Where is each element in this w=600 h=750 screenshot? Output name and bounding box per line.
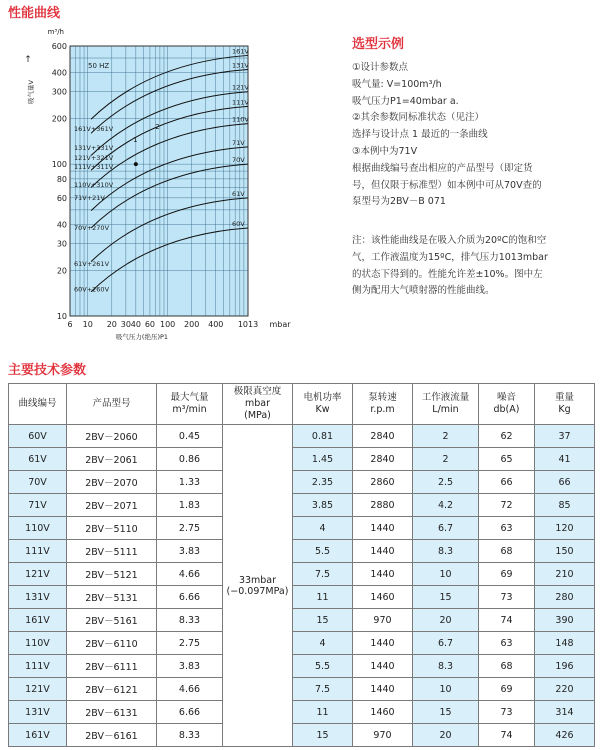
table-header-cell: 产品型号 — [67, 384, 157, 425]
table-cell: 11 — [293, 586, 353, 609]
y-tick-label: 200 — [51, 114, 67, 124]
x-tick-label: 400 — [208, 320, 224, 329]
table-cell: 3.85 — [293, 494, 353, 517]
table-cell: 2840 — [353, 425, 413, 448]
table-cell: 10 — [413, 563, 479, 586]
table-cell: 1440 — [353, 540, 413, 563]
table-row — [9, 540, 595, 563]
table-row — [9, 517, 595, 540]
table-header-row — [9, 384, 595, 425]
table-cell: 2BV－6161 — [67, 724, 157, 747]
table-row — [9, 609, 595, 632]
table-cell: 15 — [293, 724, 353, 747]
table-cell: 73 — [479, 701, 535, 724]
table-cell: 8.33 — [157, 724, 223, 747]
ultimate-vacuum-cell: 33mbar (−0.097MPa) — [223, 425, 293, 747]
point-1-label: 1 — [133, 135, 138, 144]
table-section-title: 主要技术参数 — [8, 363, 87, 378]
table-header-cell: 曲线编号 — [9, 384, 67, 425]
x-axis-label: 吸气压力(绝压)P1 — [115, 333, 169, 341]
y-axis-label: 吸气量V — [27, 80, 35, 104]
example-line: 吸气压力P1=40mbar a. — [352, 95, 459, 107]
table-cell: 6.66 — [157, 586, 223, 609]
note-line: 注：该性能曲线是在吸入介质为20ºC的饱和空 — [352, 235, 547, 246]
table-cell: 3.83 — [157, 540, 223, 563]
table-cell: 5.5 — [293, 655, 353, 678]
table-cell: 4.2 — [413, 494, 479, 517]
performance-chart — [0, 20, 350, 350]
table-row — [9, 632, 595, 655]
chart-section-title: 性能曲线 — [8, 6, 61, 21]
table-cell: 2BV－5161 — [67, 609, 157, 632]
table-cell: 69 — [479, 678, 535, 701]
table-cell: 150 — [535, 540, 595, 563]
table-cell: 65 — [479, 448, 535, 471]
table-cell: 1.45 — [293, 448, 353, 471]
table-cell: 970 — [353, 724, 413, 747]
table-cell: 2840 — [353, 448, 413, 471]
table-header-cell: 最大气量 m³/min — [157, 384, 223, 425]
curve-label: 110V — [232, 115, 249, 124]
table-cell: 74 — [479, 724, 535, 747]
table-body — [9, 425, 595, 747]
left-curve-label: 161V+361V — [74, 125, 114, 134]
table-cell: 121V — [9, 563, 67, 586]
table-cell: 7.5 — [293, 678, 353, 701]
table-cell: 8.3 — [413, 655, 479, 678]
table-cell: 1.83 — [157, 494, 223, 517]
y-tick-label: 30 — [56, 239, 67, 249]
table-cell: 148 — [535, 632, 595, 655]
frequency-label: 50 HZ — [88, 61, 110, 70]
table-header-cell: 噪音 db(A) — [479, 384, 535, 425]
table-cell: 196 — [535, 655, 595, 678]
table-cell: 20 — [413, 724, 479, 747]
table-cell: 69 — [479, 563, 535, 586]
curve-label: 70V — [232, 156, 245, 165]
table-cell: 73 — [479, 586, 535, 609]
table-cell: 121V — [9, 678, 67, 701]
table-cell: 2 — [413, 425, 479, 448]
table-cell: 68 — [479, 540, 535, 563]
table-row — [9, 563, 595, 586]
table-cell: 85 — [535, 494, 595, 517]
table-cell: 2BV－6111 — [67, 655, 157, 678]
table-cell: 1.33 — [157, 471, 223, 494]
point-2-label: 2 — [155, 123, 160, 132]
table-cell: 2BV－5111 — [67, 540, 157, 563]
table-cell: 1440 — [353, 655, 413, 678]
curve-label: 131V — [232, 61, 249, 70]
table-cell: 2.35 — [293, 471, 353, 494]
table-cell: 0.81 — [293, 425, 353, 448]
table-cell: 4 — [293, 517, 353, 540]
table-cell: 161V — [9, 609, 67, 632]
curve-label: 61V — [232, 189, 245, 198]
table-cell: 2BV－2061 — [67, 448, 157, 471]
curve-label: 111V — [232, 98, 249, 107]
table-cell: 68 — [479, 655, 535, 678]
table-cell: 2BV－6121 — [67, 678, 157, 701]
example-line: 根据曲线编号查出相应的产品型号（即定货 — [352, 162, 533, 174]
y-tick-label: 60 — [56, 193, 67, 203]
y-tick-label: 300 — [51, 87, 67, 97]
left-curve-label: 110V+310V — [74, 180, 114, 189]
x-tick-label: 40 — [130, 320, 141, 329]
table-cell: 6.7 — [413, 632, 479, 655]
table-cell: 71V — [9, 494, 67, 517]
table-cell: 60V — [9, 425, 67, 448]
example-line: 号，但仅限于标准型）如本例中可从70V查的 — [352, 179, 542, 191]
table-cell: 1460 — [353, 701, 413, 724]
x-unit-label: mbar — [269, 320, 291, 329]
curve-label: 161V — [232, 47, 249, 56]
y-tick-label: 10 — [56, 312, 67, 321]
example-lines — [352, 60, 592, 211]
table-cell: 0.45 — [157, 425, 223, 448]
table-cell: 280 — [535, 586, 595, 609]
x-tick-label: 60 — [144, 320, 156, 329]
table-cell: 220 — [535, 678, 595, 701]
table-cell: 72 — [479, 494, 535, 517]
table-header-cell: 工作液流量 L/min — [413, 384, 479, 425]
table-cell: 2.75 — [157, 517, 223, 540]
y-tick-label: 80 — [56, 174, 67, 184]
table-cell: 6.66 — [157, 701, 223, 724]
example-line: 吸气量: V=100m³/h — [352, 78, 442, 90]
table-row — [9, 724, 595, 747]
table-header-cell: 重量 Kg — [535, 384, 595, 425]
spec-table — [8, 383, 595, 747]
table-cell: 131V — [9, 586, 67, 609]
left-curve-label: 121V+321V — [74, 153, 114, 162]
table-cell: 6.7 — [413, 517, 479, 540]
table-cell: 110V — [9, 632, 67, 655]
table-cell: 2BV－2070 — [67, 471, 157, 494]
table-cell: 66 — [535, 471, 595, 494]
selection-example — [352, 36, 592, 211]
example-line: ③本例中为71V — [352, 145, 418, 157]
example-line: 泵型号为2BV－B 071 — [352, 196, 446, 208]
x-tick-label: 100 — [159, 320, 176, 329]
table-cell: 62 — [479, 425, 535, 448]
table-cell: 5.5 — [293, 540, 353, 563]
left-curve-label: 61V+261V — [74, 260, 110, 269]
table-cell: 3.83 — [157, 655, 223, 678]
table-cell: 70V — [9, 471, 67, 494]
left-curve-label: 111V+311V — [74, 162, 114, 171]
table-cell: 20 — [413, 609, 479, 632]
table-row — [9, 425, 595, 448]
left-curve-label: 70V+270V — [74, 223, 110, 232]
table-cell: 2BV－5131 — [67, 586, 157, 609]
table-cell: 15 — [413, 586, 479, 609]
table-cell: 426 — [535, 724, 595, 747]
table-row — [9, 586, 595, 609]
table-cell: 2880 — [353, 494, 413, 517]
y-tick-label: 600 — [51, 42, 67, 51]
table-cell: 4 — [293, 632, 353, 655]
table-cell: 2.75 — [157, 632, 223, 655]
curve-label: 71V — [232, 138, 245, 147]
left-curve-label: 60V+260V — [74, 285, 110, 294]
x-tick-label: 1013 — [237, 320, 259, 329]
x-tick-label: 20 — [106, 320, 117, 329]
table-cell: 110V — [9, 517, 67, 540]
chart-note — [352, 233, 592, 300]
table-cell: 61V — [9, 448, 67, 471]
table-cell: 7.5 — [293, 563, 353, 586]
table-cell: 2BV－2071 — [67, 494, 157, 517]
table-header-cell: 极限真空度 mbar (MPa) — [223, 384, 293, 425]
table-cell: 390 — [535, 609, 595, 632]
table-cell: 0.86 — [157, 448, 223, 471]
table-cell: 11 — [293, 701, 353, 724]
table-cell: 74 — [479, 609, 535, 632]
curve-label: 121V — [232, 83, 249, 92]
left-curve-label: 71V+21V — [74, 193, 105, 202]
table-cell: 4.66 — [157, 563, 223, 586]
example-line: ②其余参数同标准状态（见注） — [352, 112, 485, 124]
table-row — [9, 494, 595, 517]
design-point — [134, 162, 138, 166]
x-tick-label: 10 — [82, 320, 93, 329]
example-line: ①设计参数点 — [352, 62, 409, 73]
table-cell: 1440 — [353, 563, 413, 586]
table-cell: 131V — [9, 701, 67, 724]
x-tick-label: 30 — [120, 320, 131, 329]
table-cell: 2BV－6131 — [67, 701, 157, 724]
table-cell: 4.66 — [157, 678, 223, 701]
table-cell: 41 — [535, 448, 595, 471]
table-cell: 37 — [535, 425, 595, 448]
table-cell: 161V — [9, 724, 67, 747]
table-cell: 2860 — [353, 471, 413, 494]
y-axis-arrow-icon: ↑ — [24, 55, 32, 65]
table-cell: 8.3 — [413, 540, 479, 563]
table-row — [9, 448, 595, 471]
table-cell: 8.33 — [157, 609, 223, 632]
table-cell: 15 — [293, 609, 353, 632]
table-cell: 111V — [9, 540, 67, 563]
x-tick-label: 6 — [67, 320, 73, 329]
table-cell: 2BV－5110 — [67, 517, 157, 540]
y-unit-label: m³/h — [47, 28, 64, 36]
table-header-cell: 电机功率 Kw — [293, 384, 353, 425]
table-cell: 111V — [9, 655, 67, 678]
table-cell: 2BV－2060 — [67, 425, 157, 448]
table-header-cell: 泵转速 r.p.m — [353, 384, 413, 425]
table-row — [9, 701, 595, 724]
table-cell: 15 — [413, 701, 479, 724]
table-cell: 120 — [535, 517, 595, 540]
table-cell: 1440 — [353, 632, 413, 655]
table-cell: 66 — [479, 471, 535, 494]
table-row — [9, 678, 595, 701]
y-tick-label: 40 — [56, 220, 67, 230]
example-title: 选型示例 — [352, 37, 405, 52]
table-cell: 1460 — [353, 586, 413, 609]
y-tick-label: 400 — [51, 68, 67, 78]
table-cell: 2 — [413, 448, 479, 471]
table-cell: 1440 — [353, 678, 413, 701]
y-tick-label: 100 — [51, 160, 67, 170]
table-cell: 63 — [479, 632, 535, 655]
table-cell: 2BV－5121 — [67, 563, 157, 586]
table-cell: 2BV－6110 — [67, 632, 157, 655]
table-cell: 10 — [413, 678, 479, 701]
y-tick-label: 20 — [56, 266, 67, 276]
left-curve-label: 131V+331V — [74, 143, 114, 152]
table-cell: 2.5 — [413, 471, 479, 494]
note-line: 气，工作液温度为15ºC，排气压力1013mbar — [352, 251, 548, 263]
table-cell: 1440 — [353, 517, 413, 540]
table-row — [9, 471, 595, 494]
table-row — [9, 655, 595, 678]
table-cell: 63 — [479, 517, 535, 540]
curve-label: 60V — [232, 219, 245, 228]
note-line: 的状态下得到的。性能允许差±10%。图中左 — [352, 268, 543, 280]
table-cell: 970 — [353, 609, 413, 632]
table-cell: 210 — [535, 563, 595, 586]
table-cell: 314 — [535, 701, 595, 724]
x-tick-label: 200 — [184, 320, 200, 329]
example-line: 选择与设计点 1 最近的一条曲线 — [352, 129, 488, 141]
note-line: 侧为配用大气喷射器的性能曲线。 — [352, 285, 495, 297]
